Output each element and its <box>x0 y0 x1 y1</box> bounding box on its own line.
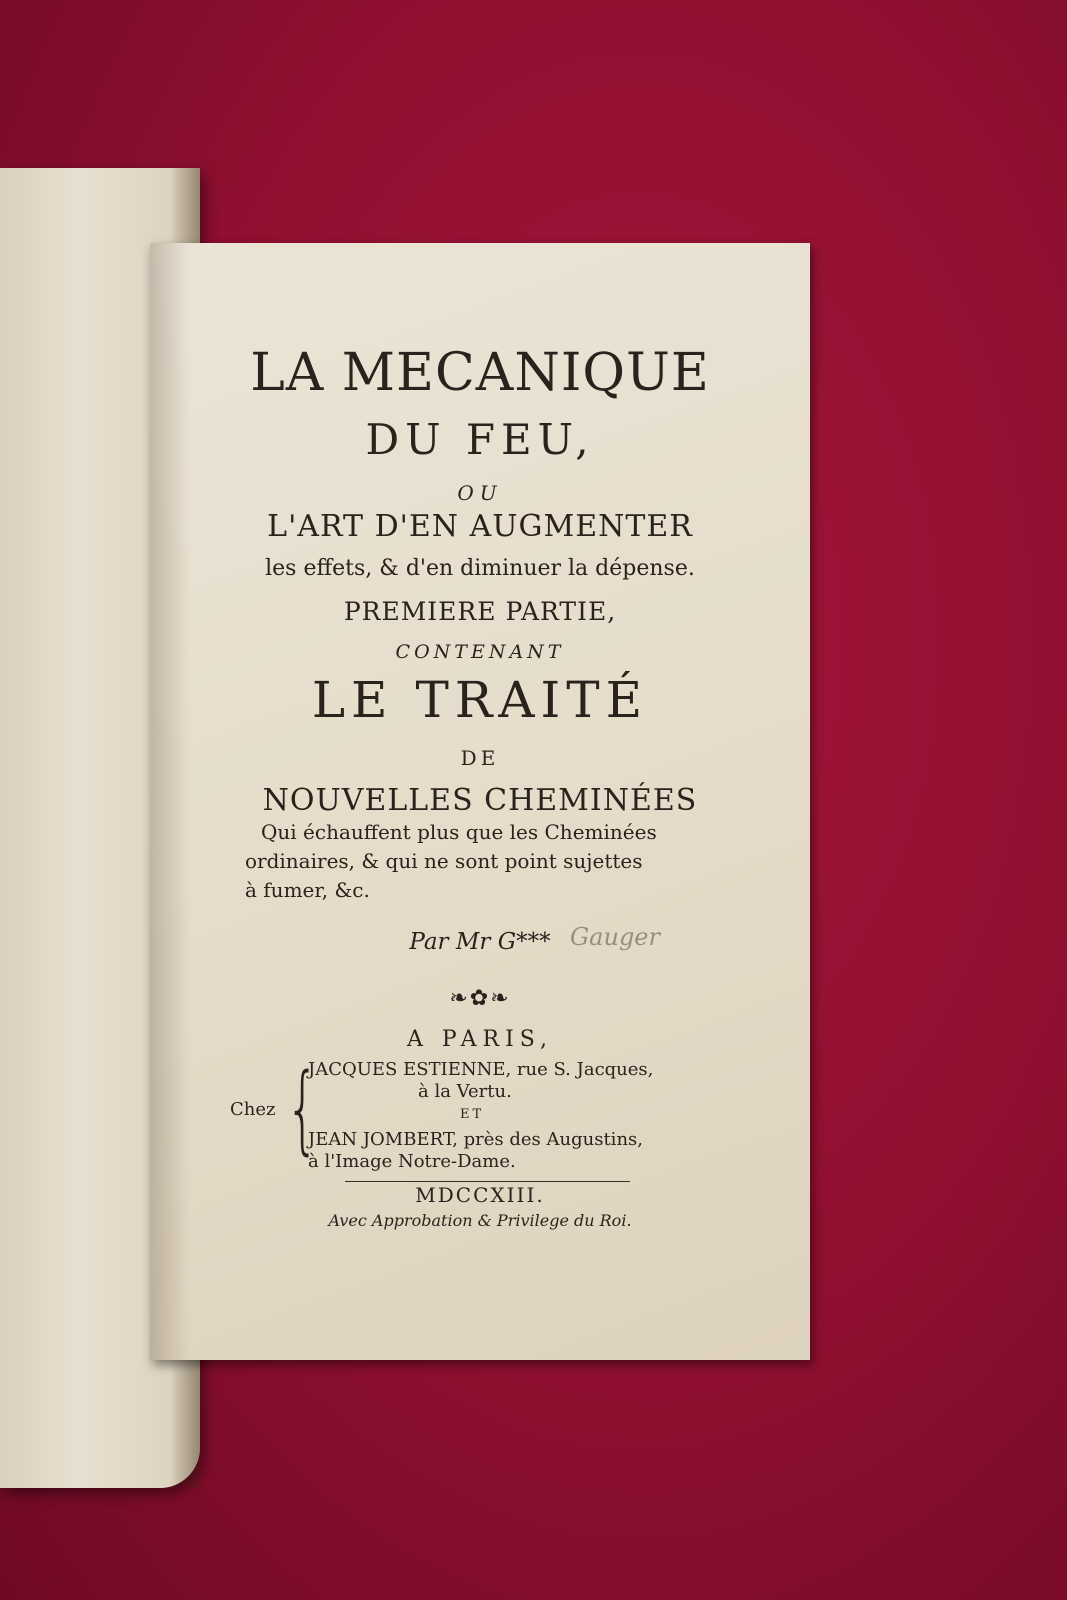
chez-label: Chez <box>230 1099 276 1120</box>
imprint-city: A PARIS, <box>406 1027 554 1052</box>
publisher-1 <box>308 1059 708 1103</box>
title-ou: OU <box>457 481 503 505</box>
publisher-2-line-2: à l'Image Notre-Dame. <box>308 1151 516 1172</box>
title-page <box>150 243 810 1360</box>
de-word: DE <box>460 746 500 770</box>
publisher-1-line-1: JACQUES ESTIENNE, rue S. Jacques, <box>308 1059 654 1080</box>
description-line-2: ordinaires, & qui ne sont point sujettes <box>245 849 643 873</box>
contenant: CONTENANT <box>395 641 565 663</box>
description-line-1: Qui échauffent plus que les Cheminées <box>261 820 657 844</box>
description <box>245 818 725 905</box>
publisher-1-line-2: à la Vertu. <box>418 1081 512 1102</box>
title-line-2: DU FEU, <box>365 415 595 464</box>
subject-heading: NOUVELLES CHEMINÉES <box>262 783 698 818</box>
part-heading: PREMIERE PARTIE, <box>343 597 617 626</box>
divider-rule <box>345 1181 630 1182</box>
author: Par Mr G*** <box>409 929 551 955</box>
brace-icon: { <box>285 1053 320 1165</box>
imprint-year: MDCCXIII. <box>415 1183 545 1207</box>
publisher-2-line-1: JEAN JOMBERT, près des Augustins, <box>308 1129 643 1150</box>
et-word: ET <box>460 1107 485 1122</box>
description-line-3: à fumer, &c. <box>245 878 370 902</box>
title-line-4: les effets, & d'en diminuer la dépense. <box>265 556 695 581</box>
traite-heading: LE TRAITÉ <box>311 671 649 729</box>
publisher-2 <box>308 1129 708 1173</box>
privilege-line: Avec Approbation & Privilege du Roi. <box>328 1211 632 1230</box>
title-line-1: LA MECANIQUE <box>250 343 710 403</box>
ornament-icon: ❧✿❧ <box>449 986 511 1011</box>
title-line-3: L'ART D'EN AUGMENTER <box>267 509 693 544</box>
handwritten-author-annotation: Gauger <box>570 923 660 951</box>
